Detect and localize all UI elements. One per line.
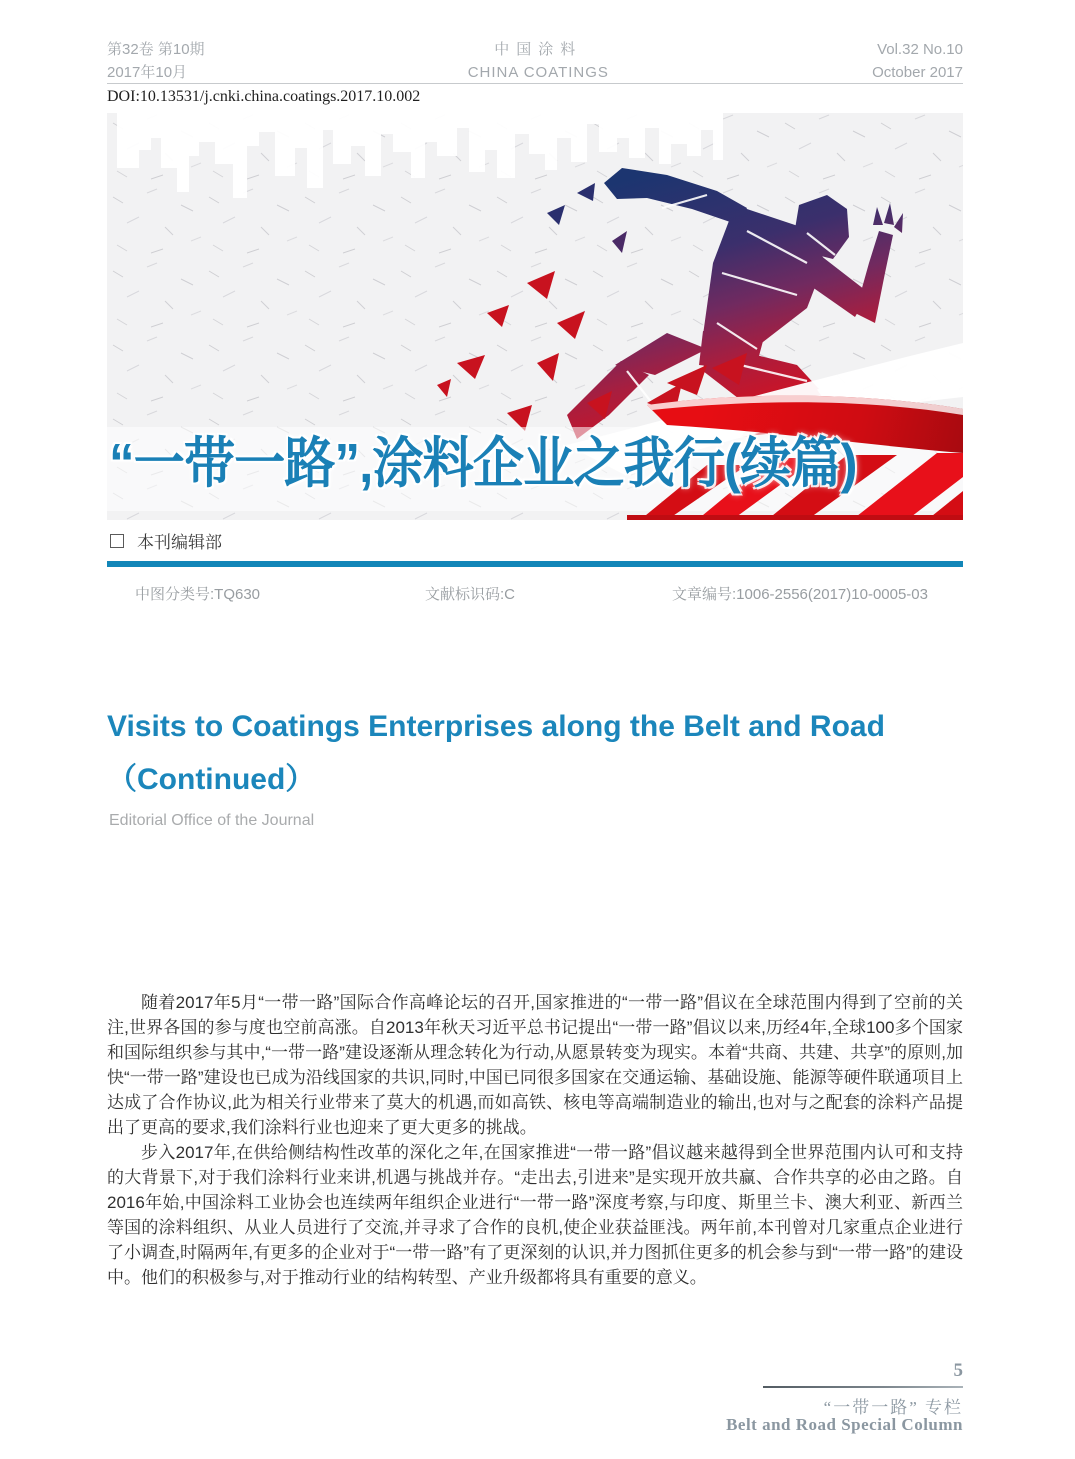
issue-date-cn: 2017年10月 [107,64,188,81]
byline [110,528,222,553]
doi-line: DOI:10.13531/j.cnki.china.coatings.2017.10.002 [107,88,421,105]
issue-info [107,38,205,81]
issue-volume-cn: 第32卷 第10期 [107,41,205,58]
article-title-cn: “一带一路”,涂料企业之我行(续篇) [109,432,857,494]
page-number: 5 [953,1360,963,1381]
author-en: Editorial Office of the Journal [109,812,315,829]
clc-number: 中图分类号:TQ630 [135,586,261,603]
column-name-en: Belt and Road Special Column [726,1415,963,1434]
hero-banner [107,113,963,520]
body-paragraph: 步入2017年,在供给侧结构性改革的深化之年,在国家推进“一带一路”倡议越来越得到全世界范围内认可和支持的大背景下,对于我们涂料行业来讲,机遇与挑战并存。“走出去,引进来”是实现开放共赢、合作共享的必由之路。自2016年始,中国涂料工业协会也连续两年组织企业进行“一带一路”深度考察,与印度、斯里兰卡、澳大利亚、新西兰等国的涂料组织、从业人员进行了交流,并寻求了合作的良机,使企业获益匪浅。两年前,本刊曾对几家重点企业进行了小调查,时隔两年,有更多的企业对于“一带一路”有了更深刻的认识,并力图抓住更多的机会参与到“一带一路”的建设中。他们的积极参与,对于推动行业的结构转型、产业升级都将具有重要的意义。 [107,1143,963,1287]
journal-name-cn: 中国涂料 [494,41,583,58]
footer-rule [763,1386,963,1388]
article-title-en-line2: （Continued） [107,763,316,796]
square-bullet-icon [110,534,124,548]
journal-name-en: CHINA COATINGS [467,64,609,81]
issue-date-en: October 2017 [872,64,963,81]
document-code: 文献标识码:C [425,586,516,603]
journal-running-head [107,38,963,84]
issue-volume-en: Vol.32 No.10 [877,41,963,58]
article-id: 文章编号:1006-2556(2017)10-0005-03 [672,586,928,603]
issue-info-en [872,38,963,81]
classification-row [107,583,963,603]
byline-author: 本刊编辑部 [137,533,222,552]
blue-divider-rule [107,561,963,567]
article-body [107,990,963,1290]
journal-name [468,38,609,81]
article-title-en-line1: Visits to Coatings Enterprises along the Belt and Road [107,710,885,743]
article-title-en [107,700,963,806]
body-paragraph: 随着2017年5月“一带一路”国际合作高峰论坛的召开,国家推进的“一带一路”倡议在全球范围内得到了空前的关注,世界各国的参与度也空前高涨。自2013年秋天习近平总书记提出“一带一路”倡议以来,历经4年,全球100多个国家和国际组织参与其中,“一带一路”建设逐渐从理念转化为行动,从愿景转变为现实。本着“共商、共建、共享”的原则,加快“一带一路”建设也已成为沿线国家的共识,同时,中国已同很多国家在交通运输、基础设施、能源等硬件联通项目上达成了合作协议,此为相关行业带来了莫大的机遇,而如高铁、核电等高端制造业的输出,也对与之配套的涂料产品提出了更高的要求,我们涂料行业也迎来了更大更多的挑战。 [107,993,963,1137]
column-name-cn: “一带一路” 专栏 [823,1398,963,1417]
